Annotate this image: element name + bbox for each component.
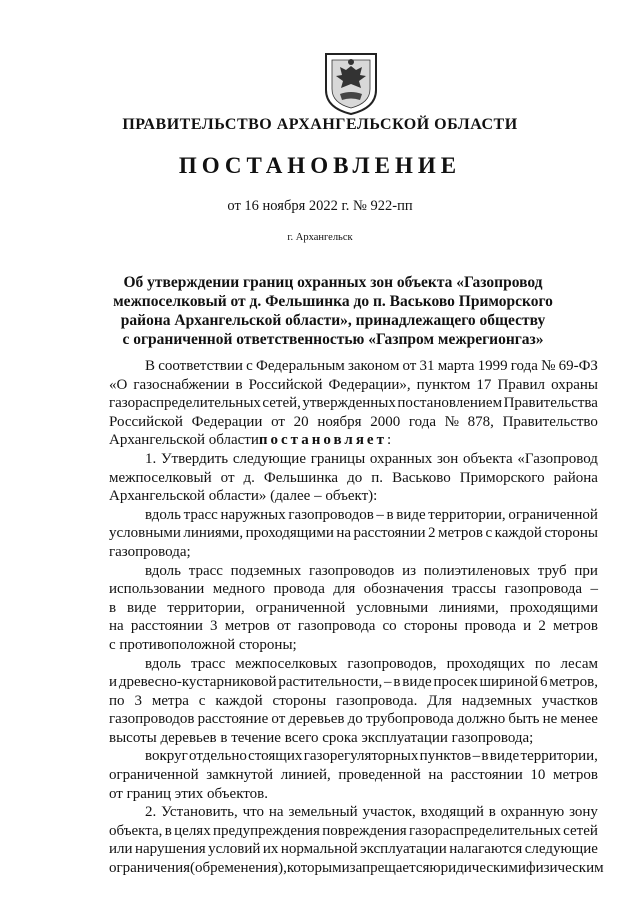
word: на [109, 618, 124, 635]
word: юридическим [429, 860, 518, 877]
word: трассы [451, 581, 497, 598]
word: входящий [420, 804, 484, 821]
word: пунктов [419, 748, 472, 765]
word: земельный [288, 804, 358, 821]
word: провода [273, 581, 325, 598]
word: их [262, 841, 279, 858]
word: которыми [286, 860, 350, 877]
word: на [336, 525, 352, 542]
paragraph-line [109, 859, 604, 878]
word: вдоль [145, 506, 181, 523]
word: не [542, 711, 558, 728]
word: трасс [188, 562, 223, 579]
word: виде [489, 748, 520, 765]
word: от [220, 469, 235, 486]
word: территории, [428, 506, 506, 523]
word: стоящих [248, 748, 303, 765]
word: В [145, 358, 156, 374]
word: сетей [563, 822, 598, 839]
word: менее [560, 711, 598, 728]
document-body [109, 357, 604, 878]
paragraph-line [109, 803, 598, 822]
word: – [472, 748, 481, 765]
title-line: межпоселковый от д. Фельшинка до п. Васьково Приморского [113, 293, 553, 310]
word: 20 [293, 413, 309, 430]
paragraph-line [109, 673, 598, 692]
word: Правительство [502, 413, 598, 430]
word: следующие [232, 450, 306, 467]
word: трасс [183, 506, 218, 523]
word: метров [438, 525, 483, 542]
word: утвержденных [302, 395, 396, 412]
paragraph [109, 450, 598, 506]
coat-of-arms-emblem [322, 50, 380, 116]
word: 10 [530, 767, 546, 784]
word: вдоль [145, 655, 181, 672]
word: Федеральным [255, 358, 345, 374]
paragraph-line [109, 729, 598, 748]
word: линией, [280, 767, 331, 784]
paragraph-line [109, 413, 598, 432]
word: Утвердить [160, 450, 229, 467]
word: и [109, 674, 118, 691]
word: 2 [428, 525, 436, 542]
word: газопровода [297, 618, 376, 635]
word: предупреждения [213, 822, 320, 839]
word: территории, [167, 599, 245, 616]
paragraph-line [109, 524, 598, 543]
word: запрещается [349, 860, 430, 877]
word: древесно-кустарниковой [118, 674, 277, 691]
paragraph [109, 747, 598, 803]
word: и [523, 618, 532, 635]
word: или [109, 841, 133, 858]
word: на [428, 767, 444, 784]
word: трубопровода [365, 711, 454, 728]
word: участков [541, 692, 598, 709]
word: марта [437, 358, 475, 374]
paragraph-line [109, 636, 598, 655]
word: подземных [230, 562, 302, 579]
government-name: ПРАВИТЕЛЬСТВО АРХАНГЕЛЬСКОЙ ОБЛАСТИ [122, 116, 518, 133]
word: Российской [109, 413, 183, 430]
word: объекта [463, 450, 513, 467]
paragraph-line [109, 766, 598, 785]
word: полиэтиленовых [423, 562, 530, 579]
word: расстояние [197, 711, 269, 728]
document-city: г. Архангельск [287, 232, 353, 243]
word: физическим [525, 860, 604, 877]
word: нормальной [280, 841, 358, 858]
word: расстоянии [130, 618, 203, 635]
line-text: с противоположной стороны; [109, 636, 297, 653]
paragraph-line [109, 394, 598, 413]
word: межпоселковых [235, 655, 338, 672]
word: проведенной [338, 767, 421, 784]
word: 6 [539, 674, 548, 691]
word: границы [310, 450, 366, 467]
word: расстоянии [353, 525, 426, 542]
word: сетей, [262, 395, 301, 412]
line-text: Архангельской области» (далее – объект): [109, 488, 378, 505]
word: – [376, 506, 384, 523]
word: с [198, 692, 206, 709]
word: в [164, 822, 172, 839]
word: 3 [134, 692, 142, 709]
word: «Газопровод [517, 450, 598, 467]
word: ноября [317, 413, 362, 430]
paragraph-line [109, 710, 598, 729]
word: Васьково [392, 469, 451, 486]
word: условий [208, 841, 261, 858]
word: газоснабжении [133, 376, 230, 393]
word: 31 [419, 358, 435, 374]
paragraph [109, 655, 598, 748]
word: что [242, 804, 265, 821]
paragraph [109, 357, 598, 450]
word: газопроводов [109, 711, 195, 728]
word: медного [212, 581, 266, 598]
word: провода [464, 618, 516, 635]
word: 1. [145, 450, 157, 467]
word: 17 [476, 376, 492, 393]
word: ограниченной [508, 506, 598, 523]
word: должно [456, 711, 506, 728]
word: Правил [497, 376, 546, 393]
word: района [553, 469, 598, 486]
word: Для [427, 692, 452, 709]
word: до [347, 711, 363, 728]
word: газопровода [504, 581, 583, 598]
word: налагаются [449, 841, 523, 858]
word: в [235, 376, 243, 393]
word: до [347, 469, 363, 486]
word: ограничения [109, 860, 191, 877]
paragraph-line [109, 822, 598, 841]
word: года [510, 358, 538, 374]
word: с [485, 525, 493, 542]
word: – [590, 581, 598, 598]
word: виде [402, 674, 432, 691]
word: наружных [220, 506, 286, 523]
word: с [246, 358, 253, 374]
word: постановлением [397, 395, 503, 412]
paragraph [109, 803, 604, 877]
decree-colon: : [386, 432, 392, 449]
paragraph-line [109, 840, 598, 859]
word: метра [151, 692, 189, 709]
paragraph [109, 506, 598, 562]
word: от [271, 711, 286, 728]
word: пунктом [416, 376, 471, 393]
word: охранных [369, 450, 433, 467]
word: надземных [461, 692, 532, 709]
paragraph-line [109, 450, 598, 469]
word: деревьев [288, 711, 345, 728]
word: законом [347, 358, 400, 374]
word: объекта, [109, 822, 163, 839]
word: газопровода. [336, 692, 418, 709]
paragraph-line [109, 487, 598, 506]
word: из [402, 562, 417, 579]
word: 69-ФЗ [558, 358, 598, 374]
word: Российской [248, 376, 323, 393]
word: в [393, 674, 401, 691]
word: от [402, 358, 417, 374]
paragraph-line [109, 617, 598, 636]
word: труб [537, 562, 567, 579]
document-type: ПОСТАНОВЛЕНИЕ [178, 153, 462, 178]
word: газопроводов [308, 562, 395, 579]
word: в [109, 599, 117, 616]
word: стороны [272, 692, 327, 709]
word: использовании [109, 581, 205, 598]
word: эксплуатации [360, 841, 447, 858]
word: метров [224, 618, 270, 635]
line-text: газопровода; [109, 543, 191, 560]
word: вокруг [145, 748, 188, 765]
word: зону [569, 804, 598, 821]
word: со [382, 618, 397, 635]
word: метров [553, 767, 598, 784]
title-line: с ограниченной ответственностью «Газпром межрегионгаз» [122, 331, 544, 348]
word: «О [109, 376, 128, 393]
paragraph-line [109, 431, 598, 450]
word: межпоселковый [109, 469, 212, 486]
word: № [541, 358, 556, 374]
word: Приморского [459, 469, 545, 486]
paragraph-line [109, 580, 598, 599]
word: расстоянии [450, 767, 523, 784]
word: газораспределительных [408, 822, 561, 839]
document-date-number: от 16 ноября 2022 г. № 922-пп [227, 198, 413, 214]
word: газопроводов, [347, 655, 437, 672]
word: вдоль [145, 562, 181, 579]
word: в [481, 748, 489, 765]
word: стороны [544, 525, 598, 542]
paragraph-line [109, 692, 598, 711]
word: Федерации», [328, 376, 411, 393]
word: линиями, [183, 525, 244, 542]
word: от [271, 413, 285, 430]
word: – [384, 674, 392, 691]
word: для [333, 581, 356, 598]
word: стороны [403, 618, 458, 635]
word: 2 [538, 618, 546, 635]
word: проходящими [245, 525, 334, 542]
word: газопроводов [288, 506, 374, 523]
word: при [574, 562, 598, 579]
word: № [444, 413, 459, 430]
word: Установить, [161, 804, 238, 821]
word: соответствии [158, 358, 243, 374]
word: 3 [210, 618, 218, 635]
word: и [517, 860, 526, 877]
line-text: от границ этих объектов. [109, 785, 268, 802]
word: года [408, 413, 436, 430]
document-title [110, 273, 556, 349]
word: охраны [551, 376, 598, 393]
word: п. [371, 469, 384, 486]
word: виде [127, 599, 157, 616]
decree-word: постановляет [258, 432, 387, 449]
word: 1999 [477, 358, 508, 374]
word: Федерации [191, 413, 263, 430]
word: метров, [549, 674, 598, 691]
word: от [276, 618, 291, 635]
word: следующие [524, 841, 598, 858]
paragraph-line [109, 376, 598, 395]
word: газораспределительных [109, 395, 261, 412]
word: д. [243, 469, 255, 486]
word: на [268, 804, 284, 821]
paragraph-line [109, 562, 598, 581]
word: замкнутой [206, 767, 274, 784]
line-text: высоты деревьев в течение всего срока эксплуатации газопровода; [109, 729, 534, 746]
word: каждой [494, 525, 542, 542]
word: зон [436, 450, 459, 467]
word: 2. [145, 804, 157, 821]
word: повреждения [322, 822, 407, 839]
word: Фельшинка [263, 469, 339, 486]
word: газорегуляторных [303, 748, 419, 765]
word: в [386, 506, 394, 523]
word: проходящими [509, 599, 598, 616]
word: охранную [500, 804, 565, 821]
word: ограниченной [109, 767, 199, 784]
word: проходящих [446, 655, 525, 672]
word: 2000 [370, 413, 401, 430]
word: каждой [215, 692, 263, 709]
word: ограниченной [255, 599, 346, 616]
word: отдельно [189, 748, 247, 765]
word: нарушения [135, 841, 206, 858]
word: обозначения [363, 581, 444, 598]
word: участок, [362, 804, 416, 821]
word: виде [396, 506, 426, 523]
paragraph [109, 562, 598, 655]
word: (обременения), [190, 860, 287, 877]
word: шириной [479, 674, 539, 691]
word: территории, [520, 748, 598, 765]
word: целях [174, 822, 211, 839]
word: быть [508, 711, 540, 728]
word: 878, [467, 413, 494, 430]
paragraph-line [109, 785, 598, 804]
paragraph-line [109, 506, 598, 525]
word: линиями, [439, 599, 499, 616]
word: по [109, 692, 125, 709]
word: метров [553, 618, 598, 635]
paragraph-line [109, 357, 598, 376]
word: растительности, [278, 674, 383, 691]
word: условными [356, 599, 429, 616]
word: трасс [191, 655, 226, 672]
paragraph-line [109, 747, 598, 766]
line-text: Архангельской области [109, 432, 259, 449]
paragraph-line [109, 469, 598, 488]
word: условными [109, 525, 181, 542]
title-line: района Архангельской области», принадлежащего обществу [120, 312, 546, 329]
paragraph-line [109, 655, 598, 674]
word: в [488, 804, 496, 821]
word: по [534, 655, 551, 672]
paragraph-line [109, 599, 598, 618]
word: просек [433, 674, 478, 691]
paragraph-line [109, 543, 598, 562]
title-line: Об утверждении границ охранных зон объекта «Газопровод [123, 274, 543, 291]
word: лесам [560, 655, 598, 672]
word: Правительства [503, 395, 598, 412]
